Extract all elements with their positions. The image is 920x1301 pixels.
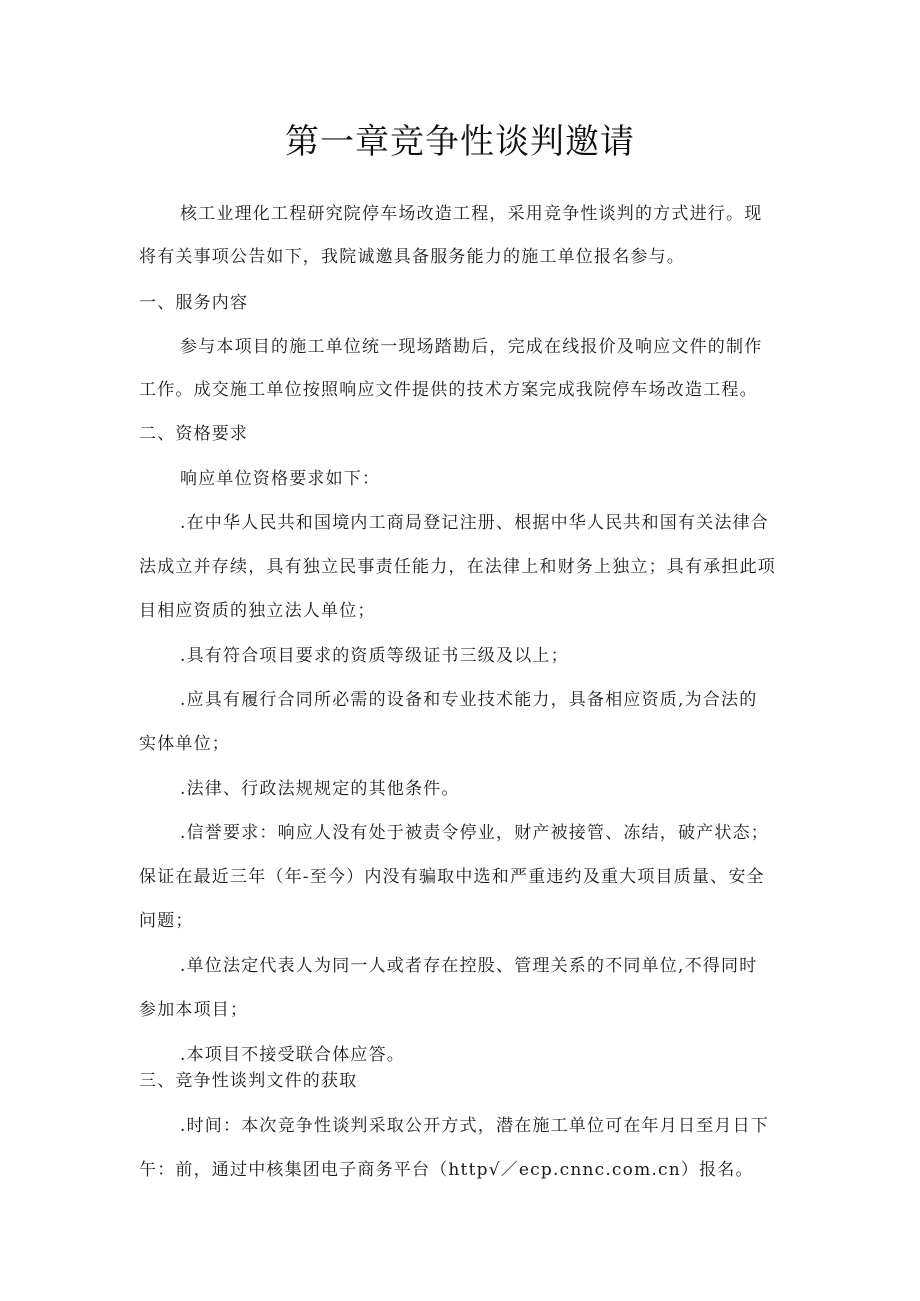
paragraph-line-qual-intro: 响应单位资格要求如下： <box>180 469 381 489</box>
paragraph-line-intro-2: 将有关事项公告如下，我院诚邀具备服务能力的施工单位报名参与。 <box>139 247 685 267</box>
list-item-line: 保证在最近三年（年-至今）内没有骗取中选和严重违约及重大项目质量、安全 <box>139 867 765 887</box>
section-heading-service: 一、服务内容 <box>139 293 249 313</box>
list-item-line: .本项目不接受联合体应答。 <box>180 1045 406 1065</box>
list-item-line: .法律、行政法规规定的其他条件。 <box>180 779 460 799</box>
paragraph-line-time-1: .时间：本次竞争性谈判采取公开方式，潜在施工单位可在年月日至月日下 <box>180 1116 770 1136</box>
list-item-line: .信誉要求：响应人没有处于被责令停业，财产被接管、冻结，破产状态； <box>180 823 770 843</box>
paragraph-line-time-2: 午：前，通过中核集团电子商务平台（http√／ecp.cnnc.com.cn）报名。 <box>139 1160 754 1180</box>
list-item-line: .单位法定代表人为同一人或者存在控股、管理关系的不同单位,不得同时 <box>180 956 758 976</box>
paragraph-line-intro-1: 核工业理化工程研究院停车场改造工程，采用竞争性谈判的方式进行。现 <box>180 204 763 224</box>
list-item-line: 法成立并存续，具有独立民事责任能力，在法律上和财务上独立；具有承担此项 <box>139 557 776 577</box>
section-heading-qualification: 二、资格要求 <box>139 424 249 444</box>
list-item-line: 问题； <box>139 911 194 931</box>
list-item-line: .具有符合项目要求的资质等级证书三级及以上； <box>180 646 569 666</box>
list-item-line: .应具有履行合同所必需的设备和专业技术能力，具备相应资质,为合法的 <box>180 690 758 710</box>
page-title: 第一章竞争性谈判邀请 <box>285 122 635 162</box>
list-item-line: 目相应资质的独立法人单位； <box>139 601 376 621</box>
list-item-line: 实体单位； <box>139 734 230 754</box>
paragraph-line-service-1: 参与本项目的施工单位统一现场踏勘后，完成在线报价及响应文件的制作 <box>180 337 763 357</box>
list-item-line: 参加本项目； <box>139 1000 249 1020</box>
list-item-line: .在中华人民共和国境内工商局登记注册、根据中华人民共和国有关法律合 <box>180 513 770 533</box>
paragraph-line-service-2: 工作。成交施工单位按照响应文件提供的技术方案完成我院停车场改造工程。 <box>139 380 758 400</box>
section-heading-documents: 三、竞争性谈判文件的获取 <box>139 1071 358 1091</box>
